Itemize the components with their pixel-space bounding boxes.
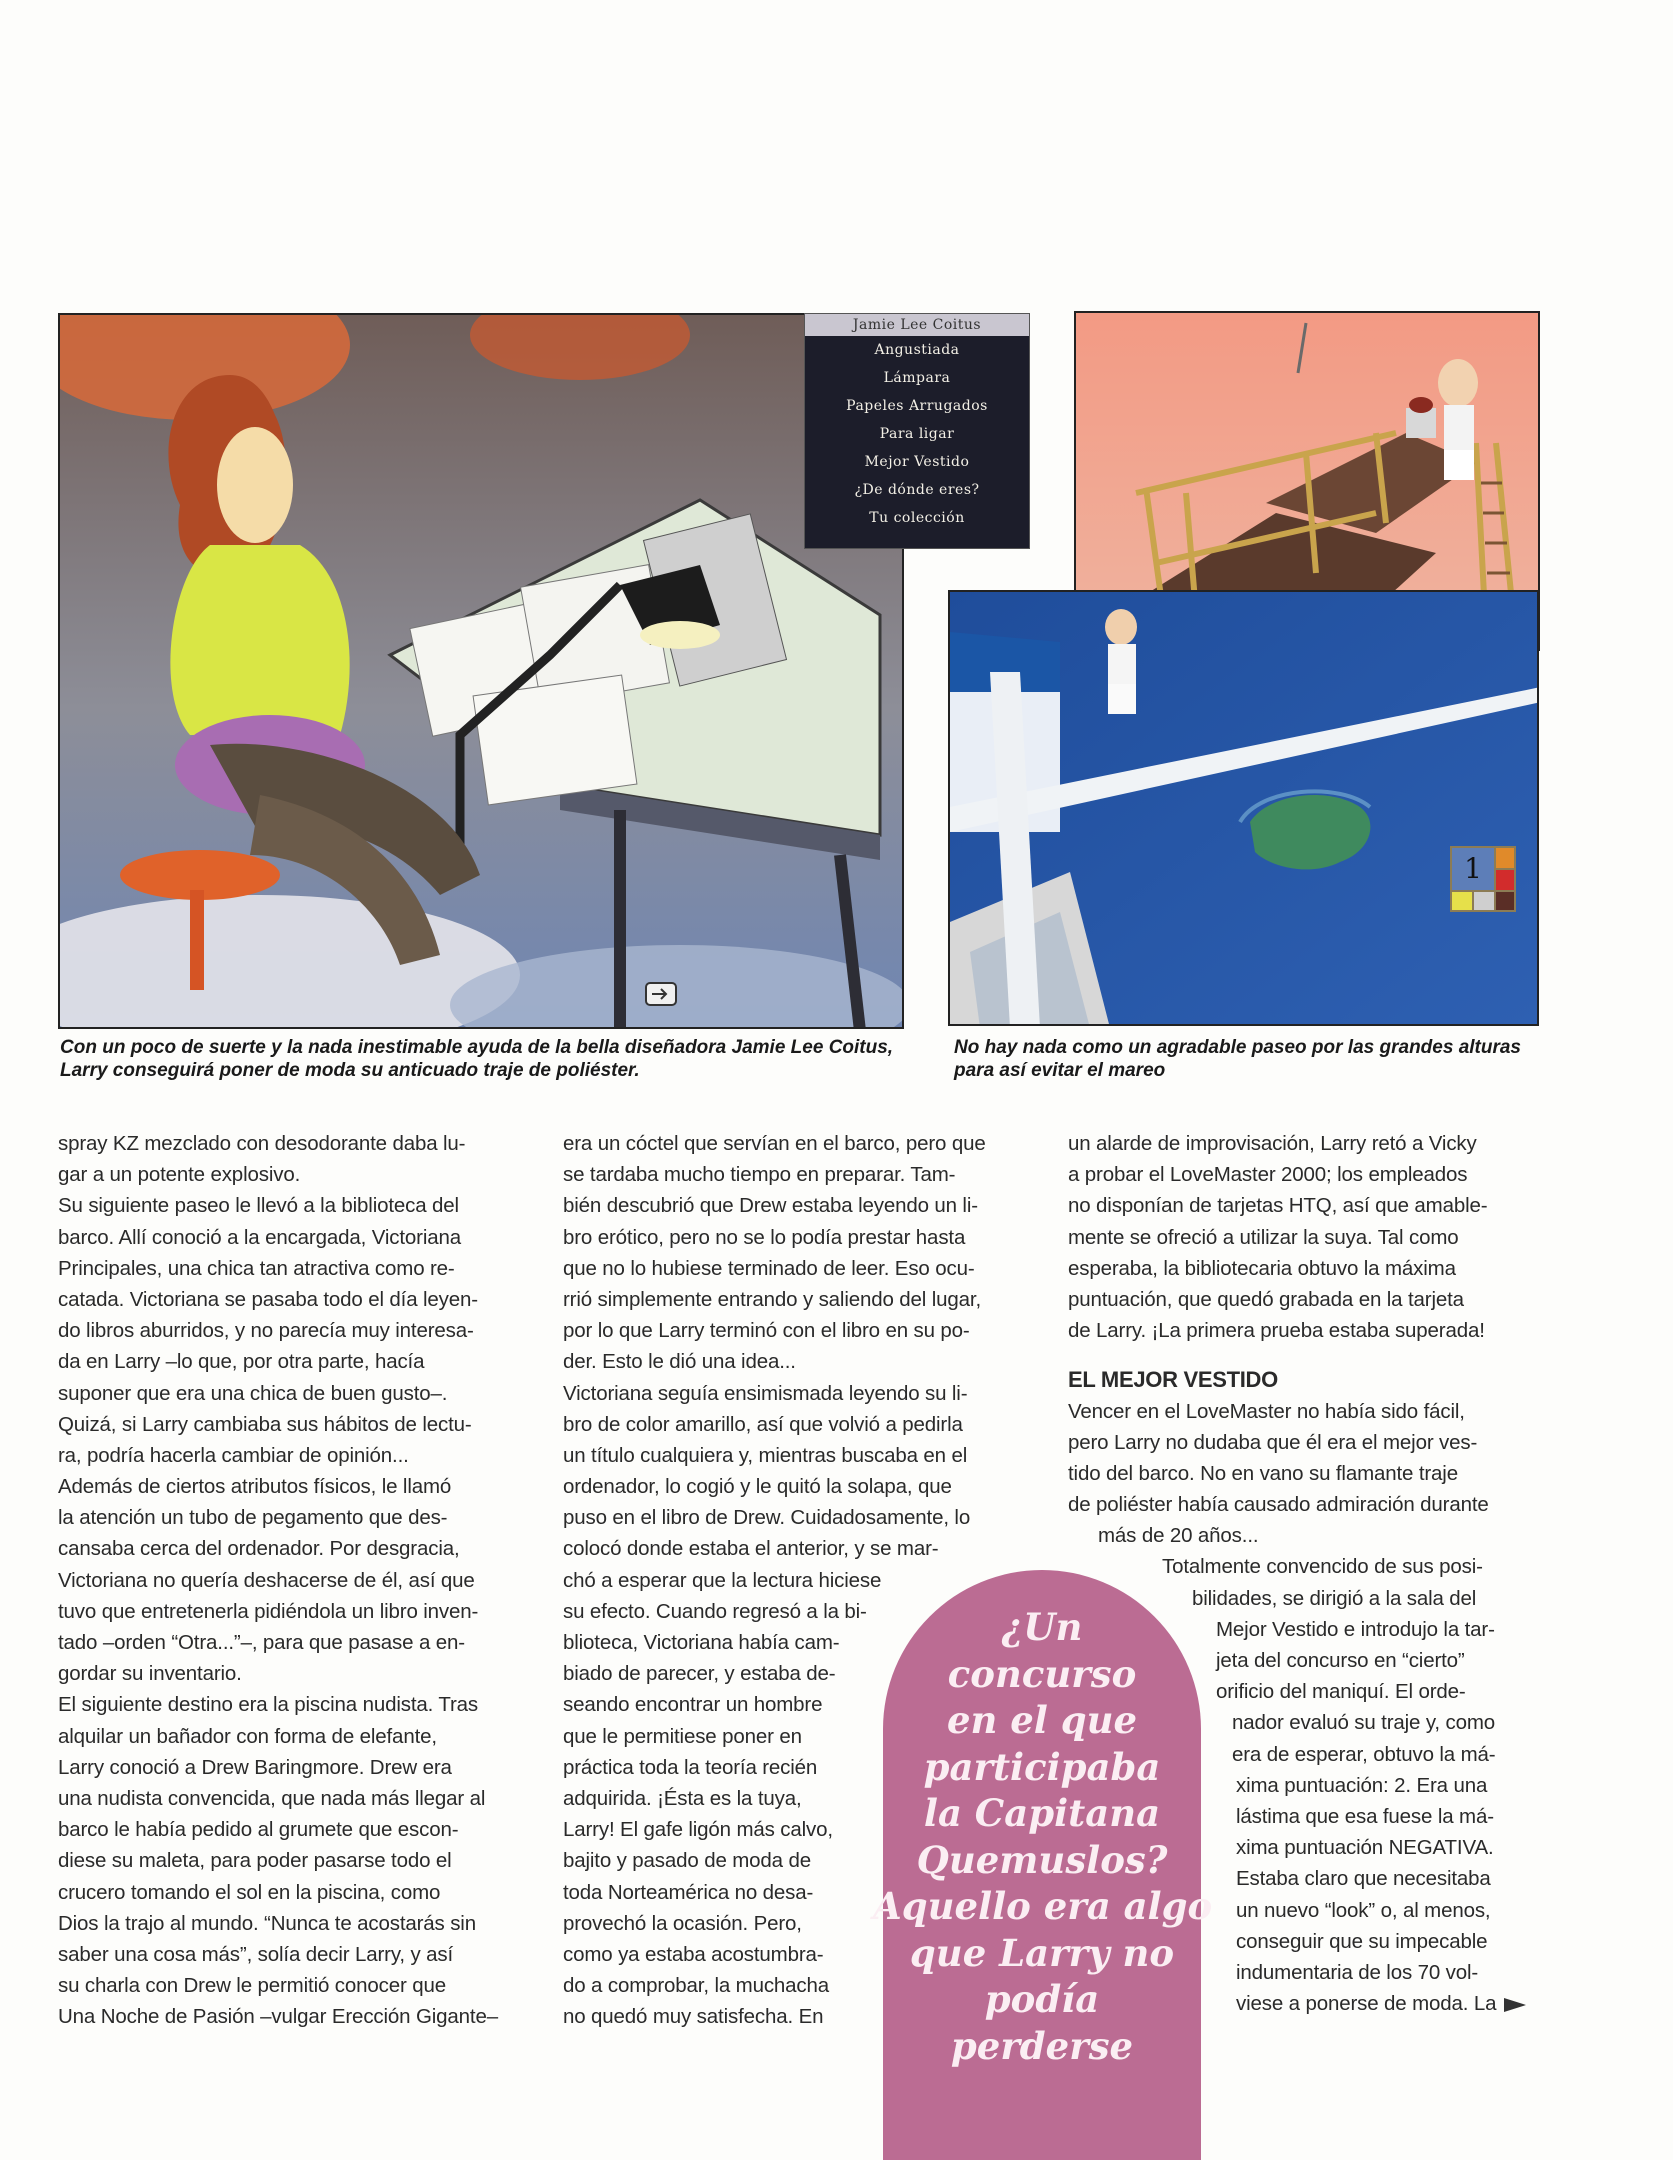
text-line: que le permitiese poner en: [563, 1724, 802, 1748]
text-line: orificio del maniquí. El orde-: [1216, 1680, 1466, 1704]
text-line: saber una cosa más”, solía decir Larry, y así: [58, 1942, 454, 1966]
screenshot-mast: [948, 590, 1539, 1026]
menu-item-lampara[interactable]: Lámpara: [883, 370, 951, 386]
pull-quote-line: ¿Un: [1001, 1605, 1083, 1649]
menu-header: Jamie Lee Coitus: [805, 314, 1029, 336]
text-line: spray KZ mezclado con desodorante daba lu-: [58, 1132, 466, 1155]
pull-quote-line: la Capitana: [923, 1791, 1161, 1835]
text-line: suponer que era una chica de buen gusto–.: [58, 1381, 448, 1405]
text-line: tuvo que entretenerla pidiéndola un libro inven-: [58, 1599, 479, 1623]
text-line: más de 20 años...: [1098, 1524, 1259, 1548]
text-line: a probar el LoveMaster 2000; los empleados: [1068, 1163, 1468, 1187]
game-context-menu: [804, 313, 1030, 549]
text-line: como ya estaba acostumbra-: [563, 1942, 824, 1966]
text-line: se tardaba mucho tiempo en preparar. Tam-: [563, 1163, 956, 1187]
text-line: cansaba cerca del ordenador. Por desgracia,: [58, 1537, 460, 1561]
caption-jamie-lee: Con un poco de suerte y la nada inestimable ayuda de la bella diseñadora Jamie Lee Coitus, Larry conseguirá poner de moda su anticuado traje de poliéster.: [60, 1037, 894, 1081]
text-line: una nudista convencida, que nada más llegar al: [58, 1786, 486, 1810]
text-line: tado –orden “Otra...”–, para que pasase a en-: [58, 1631, 465, 1654]
mast-scene: [950, 592, 1539, 1026]
text-line: diese su maleta, para poder pasarse todo el: [58, 1849, 452, 1873]
text-line: Principales, una chica tan atractiva como re-: [58, 1256, 455, 1280]
text-line: biado de parecer, y estaba de-: [563, 1662, 836, 1686]
text-line: Larry! El gafe ligón más calvo,: [563, 1818, 833, 1842]
text-line: de poliéster había causado admiración durante: [1068, 1493, 1489, 1517]
caption-mast: No hay nada como un agradable paseo por las grandes alturas para así evitar el mareo: [954, 1037, 1521, 1081]
text-line: Una Noche de Pasión –vulgar Erección Gigante–: [58, 2005, 498, 2029]
text-line: xima puntuación NEGATIVA.: [1236, 1836, 1494, 1860]
text-line: Estaba claro que necesitaba: [1236, 1867, 1491, 1891]
text-line: rrió simplemente entrando y saliendo del lugar,: [563, 1287, 981, 1311]
text-line: Vencer en el LoveMaster no había sido fácil,: [1068, 1399, 1465, 1423]
text-line: práctica toda la teoría recién: [563, 1755, 818, 1779]
text-line: bilidades, se dirigió a la sala del: [1192, 1586, 1477, 1610]
menu-item-papeles[interactable]: Papeles Arrugados: [846, 398, 988, 414]
text-line: su efecto. Cuando regresó a la bi-: [563, 1599, 867, 1623]
walk-cursor-icon: [646, 983, 676, 1005]
text-line: un título cualquiera y, mientras buscaba en el: [563, 1443, 968, 1467]
text-line: Mejor Vestido e introdujo la tar-: [1216, 1617, 1495, 1641]
text-line: ra, podría hacerla cambiar de opinión...: [58, 1443, 409, 1467]
text-line: chó a esperar que la lectura hiciese: [563, 1568, 882, 1592]
text-line: Dios la trajo al mundo. “Nunca te acostarás sin: [58, 1911, 476, 1935]
text-line: lástima que esa fuese la má-: [1236, 1804, 1494, 1828]
text-line: por lo que Larry terminó con el libro en su po-: [563, 1319, 970, 1343]
text-line: seando encontrar un hombre: [563, 1693, 823, 1717]
text-line: do a comprobar, la muchacha: [563, 1974, 830, 1998]
menu-item-coleccion[interactable]: Tu colección: [869, 510, 965, 526]
text-line: da en Larry –lo que, por otra parte, hacía: [58, 1350, 425, 1374]
menu-item-para-ligar[interactable]: Para ligar: [879, 426, 955, 442]
text-line: blioteca, Victoriana había cam-: [563, 1631, 840, 1654]
menu-item-mejor-vestido[interactable]: Mejor Vestido: [864, 454, 970, 470]
text-line: nador evaluó su traje y, como: [1232, 1711, 1496, 1735]
pull-quote-line: concurso: [947, 1651, 1137, 1696]
text-line: gar a un potente explosivo.: [58, 1163, 301, 1187]
text-line: conseguir que su impecable: [1236, 1929, 1488, 1953]
text-line: que no lo hubiese terminado de leer. Eso ocu-: [563, 1256, 975, 1280]
text-line: Totalmente convencido de sus posi-: [1162, 1555, 1483, 1579]
text-line: Victoriana seguía ensimismada leyendo su li-: [563, 1381, 968, 1405]
text-line: provechó la ocasión. Pero,: [563, 1911, 802, 1935]
jamie-lee-scene: [60, 315, 904, 1029]
pull-quote-line: en el que: [946, 1698, 1138, 1742]
text-line: de Larry. ¡La primera prueba estaba superada!: [1068, 1319, 1485, 1343]
text-line: un nuevo “look” o, al menos,: [1236, 1898, 1491, 1922]
text-line: tido del barco. No en vano su flamante traje: [1068, 1461, 1458, 1485]
text-line: bro de color amarillo, así que volvió a pedirla: [563, 1412, 963, 1436]
text-line: no disponían de tarjetas HTQ, así que amable-: [1068, 1194, 1488, 1218]
text-line: puntuación, que quedó grabada en la tarjeta: [1068, 1287, 1464, 1311]
section-heading: EL MEJOR VESTIDO: [1068, 1367, 1278, 1393]
text-line: El siguiente destino era la piscina nudista. Tras: [58, 1693, 478, 1717]
text-line: su charla con Drew le permitió conocer que: [58, 1974, 446, 1998]
counter-value: 1: [1452, 848, 1494, 890]
text-line: jeta del concurso en “cierto”: [1216, 1649, 1465, 1672]
text-line: ordenador, lo cogió y le quitó la solapa, que: [563, 1475, 952, 1499]
text-line: pero Larry no dudaba que él era el mejor ves-: [1068, 1430, 1478, 1454]
text-line: esperaba, la bibliotecaria obtuvo la máxima: [1068, 1256, 1456, 1280]
text-line: bajito y pasado de moda de: [563, 1849, 811, 1873]
text-line: un alarde de improvisación, Larry retó a Vicky: [1068, 1132, 1477, 1155]
text-line: mente se ofreció a utilizar la suya. Tal como: [1068, 1225, 1459, 1249]
text-line: indumentaria de los 70 vol-: [1236, 1960, 1479, 1984]
inventory-counter: [1450, 846, 1516, 912]
text-line: la atención un tubo de pegamento que des-: [58, 1506, 448, 1530]
pull-quote-line: Aquello era algo: [873, 1884, 1213, 1928]
text-line: Además de ciertos atributos físicos, le llamó: [58, 1475, 452, 1499]
text-line: bro erótico, pero no se lo podía prestar hasta: [563, 1225, 966, 1249]
text-line: era de esperar, obtuvo la má-: [1232, 1742, 1496, 1766]
text-line: barco. Allí conoció a la encargada, Victoriana: [58, 1225, 461, 1249]
text-line: Quizá, si Larry cambiaba sus hábitos de lectu-: [58, 1412, 472, 1436]
text-line: der. Esto le dió una idea...: [563, 1350, 796, 1374]
text-line: no quedó muy satisfecha. En: [563, 2005, 824, 2029]
text-line: Larry conoció a Drew Baringmore. Drew era: [58, 1755, 452, 1779]
continue-arrow-icon: [1504, 1998, 1526, 2012]
text-line: Su siguiente paseo le llevó a la biblioteca del: [58, 1194, 459, 1218]
article-column-1: [58, 1128, 528, 2032]
pull-quote-text: [873, 1604, 1211, 2069]
text-line: adquirida. ¡Ésta es la tuya,: [563, 1786, 802, 1810]
pull-quote-line: podía: [984, 1977, 1100, 2021]
text-line: toda Norteamérica no desa-: [563, 1880, 814, 1904]
pull-quote-line: participaba: [923, 1744, 1161, 1789]
text-line: alquilar un bañador con forma de elefante,: [58, 1724, 437, 1748]
text-line: xima puntuación: 2. Era una: [1236, 1773, 1488, 1797]
text-line: era un cóctel que servían en el barco, pero que: [563, 1132, 986, 1155]
text-line: bién descubrió que Drew estaba leyendo un li-: [563, 1194, 978, 1218]
text-line: do libros aburridos, y no parecía muy interesa-: [58, 1319, 474, 1343]
text-line: catada. Victoriana se pasaba todo el día leyen-: [58, 1287, 478, 1311]
text-line: puso en el libro de Drew. Cuidadosamente, lo: [563, 1506, 971, 1530]
text-line: colocó donde estaba el anterior, y se mar-: [563, 1537, 939, 1561]
text-line: barco le había pedido al grumete que escon-: [58, 1818, 459, 1842]
screenshot-jamie-lee: [58, 313, 904, 1029]
pull-quote-line: Quemuslos?: [916, 1837, 1168, 1882]
pull-quote-line: que Larry no: [909, 1930, 1175, 1975]
menu-item-angustiada[interactable]: Angustiada: [874, 342, 960, 358]
text-line: gordar su inventario.: [58, 1662, 242, 1686]
menu-item-de-donde[interactable]: ¿De dónde eres?: [854, 482, 980, 498]
text-line: viese a ponerse de moda. La: [1068, 1988, 1548, 2019]
text-line: crucero tomando el sol en la piscina, como: [58, 1880, 441, 1904]
text-line: Victoriana no quería deshacerse de él, así que: [58, 1568, 475, 1592]
pull-quote-line: perderse: [950, 2023, 1134, 2068]
